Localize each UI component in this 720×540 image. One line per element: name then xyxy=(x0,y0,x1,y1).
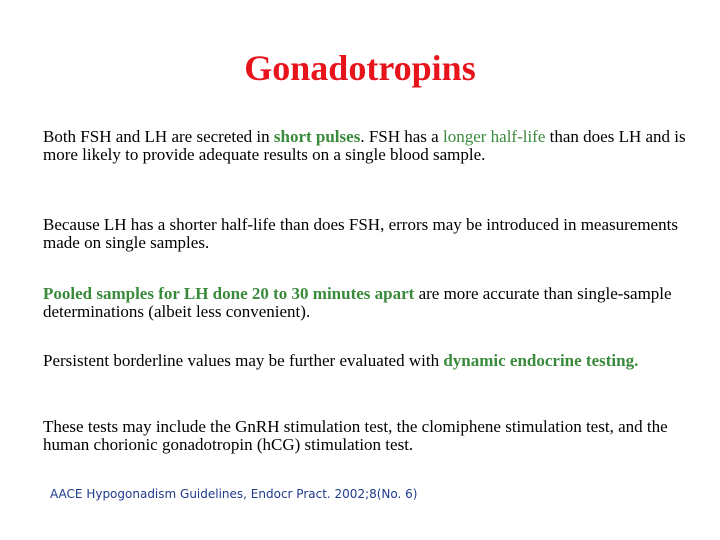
p1-text-middle: . FSH has a xyxy=(360,127,443,146)
p1-text-after: than does LH and is more likely to provide adequate results on a single blood sample. xyxy=(43,127,686,164)
p1-highlight-short-pulses: short pulses xyxy=(273,127,361,146)
p1-text-before: Both FSH and LH are secreted in xyxy=(43,127,274,146)
paragraph-pulses xyxy=(43,128,688,164)
p3-text-after: are more accurate than single-sample determinations (albeit less convenient). xyxy=(43,284,672,321)
paragraph-stimulation-tests: These tests may include the GnRH stimulation test, the clomiphene stimulation test, and the human chorionic gonadotropin (hCG) stimulation test. xyxy=(43,417,668,454)
paragraph-pooled-samples xyxy=(43,285,688,321)
paragraph-dynamic-testing xyxy=(43,352,688,370)
p4-highlight-dynamic-testing: dynamic endocrine testing. xyxy=(443,351,639,370)
reference-citation: AACE Hypogonadism Guidelines, Endocr Pract. 2002;8(No. 6) xyxy=(50,487,418,501)
p3-highlight-pooled-samples: Pooled samples for LH done 20 to 30 minutes apart xyxy=(43,284,415,303)
p4-text-before: Persistent borderline values may be further evaluated with xyxy=(43,351,444,370)
slide-title: Gonadotropins xyxy=(244,48,476,88)
p1-highlight-longer-half-life: longer half-life xyxy=(442,127,546,146)
paragraph-lh-errors: Because LH has a shorter half-life than does FSH, errors may be introduced in measurements made on single samples. xyxy=(43,215,678,252)
